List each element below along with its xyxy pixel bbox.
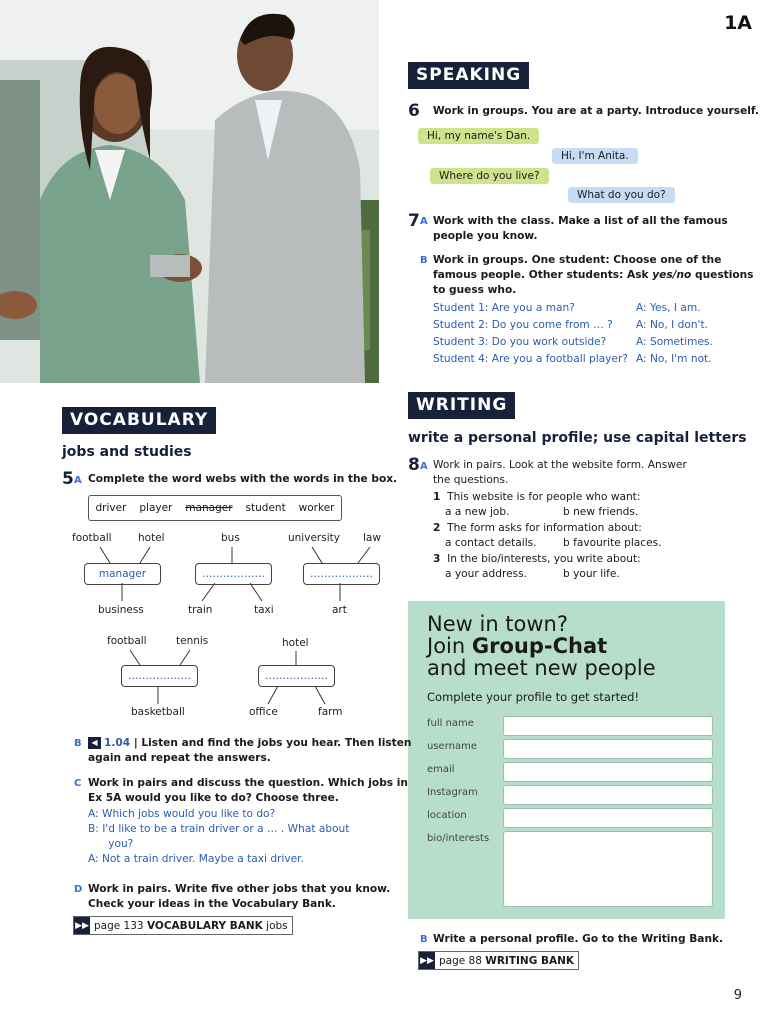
field-label: username: [427, 741, 477, 752]
dialogue-answer: A: No, I'm not.: [636, 353, 712, 365]
web-word: football: [72, 532, 112, 544]
web-word: basketball: [131, 706, 185, 718]
exercise-number-8: 8: [408, 455, 420, 475]
web-hub-blank[interactable]: ………………: [258, 665, 335, 687]
exercise-letter: A: [74, 475, 82, 486]
dialogue-question: Student 2: Do you come from … ?: [433, 319, 613, 331]
exercise-8a-instruction: Work in pairs. Look at the website form. Answer the questions.: [433, 459, 687, 486]
field-label: bio/interests: [427, 833, 490, 844]
exercise-5d-instruction: Work in pairs. Write five other jobs that you know. Check your ideas in the Vocabulary Bank.: [88, 883, 391, 910]
exercise-8b-instruction: Write a personal profile. Go to the Writing Bank.: [433, 933, 724, 945]
web-word: taxi: [254, 604, 274, 616]
speech-bubble: Where do you live?: [430, 168, 549, 184]
writing-bank-link[interactable]: ▶▶ page 88 WRITING BANK: [418, 951, 579, 970]
web-word: farm: [318, 706, 343, 718]
box-word: driver: [95, 502, 127, 514]
web-hub: manager: [84, 563, 161, 585]
web-word: hotel: [282, 637, 309, 649]
box-word: worker: [298, 502, 335, 514]
question-list: 1 This website is for people who want: a a new job. b new friends. 2 The form asks for information about: a contact details. b favourite places. 3 In the bio/interests, you write about: a your address. b your life.: [433, 491, 662, 580]
web-word: bus: [221, 532, 240, 544]
box-word: manager: [185, 502, 233, 514]
exercise-number-5: 5: [62, 469, 74, 489]
speaking-header: SPEAKING: [408, 62, 529, 89]
exercise-5a-instruction: Complete the word webs with the words in the box.: [88, 473, 398, 485]
dialogue-question: Student 3: Do you work outside?: [433, 336, 607, 348]
writing-subheading: write a personal profile; use capital letters: [408, 430, 747, 446]
exercise-7b-instruction: Work in groups. One student: Choose one of the famous people. Other students: Ask yes/no questions to guess who.: [433, 254, 754, 296]
speech-bubble: Hi, my name's Dan.: [418, 128, 539, 144]
field-label: full name: [427, 718, 474, 729]
example-dialogue: A: Which jobs would you like to do? B: I'd like to be a train driver or a … . What about you? A: Not a train driver. Maybe a taxi driver.: [88, 808, 350, 865]
box-word: student: [245, 502, 286, 514]
fast-forward-icon: ▶▶: [419, 952, 435, 969]
web-hub-blank[interactable]: ………………: [303, 563, 380, 585]
exercise-5b-instruction: ◀ 1.04 | Listen and find the jobs you hear. Then listen again and repeat the answers.: [88, 737, 412, 764]
page-number: 9: [733, 988, 742, 1003]
box-word: player: [139, 502, 173, 514]
exercise-6-instruction: Work in groups. You are at a party. Introduce yourself.: [433, 105, 759, 117]
exercise-letter: D: [74, 884, 83, 895]
exercise-letter: B: [420, 934, 428, 945]
web-word: hotel: [138, 532, 165, 544]
audio-track: 1.04: [104, 737, 131, 749]
speech-bubble: Hi, I'm Anita.: [552, 148, 638, 164]
dialogue-question: Student 1: Are you a man?: [433, 302, 575, 314]
vocabulary-bank-link[interactable]: ▶▶ page 133 VOCABULARY BANK jobs: [73, 916, 293, 935]
exercise-number-7: 7: [408, 211, 420, 231]
form-prompt: Complete your profile to get started!: [427, 690, 640, 704]
field-label: location: [427, 810, 467, 821]
web-word: train: [188, 604, 213, 616]
fast-forward-icon: ▶▶: [74, 917, 90, 934]
exercise-letter: B: [420, 255, 428, 266]
web-word: law: [363, 532, 381, 544]
dialogue-question: Student 4: Are you a football player?: [433, 353, 628, 365]
web-word: art: [332, 604, 347, 616]
unit-label: 1A: [724, 12, 752, 34]
field-label: Instagram: [427, 787, 478, 798]
exercise-7a-instruction: Work with the class. Make a list of all the famous people you know.: [433, 215, 728, 242]
form-headline: New in town? Join Group-Chat and meet new people: [427, 612, 656, 680]
web-hub-blank[interactable]: ………………: [195, 563, 272, 585]
vocabulary-subheading: jobs and studies: [62, 444, 192, 460]
exercise-number-6: 6: [408, 101, 420, 121]
speech-bubble: What do you do?: [568, 187, 675, 203]
web-word: office: [249, 706, 278, 718]
exercise-letter: C: [74, 778, 82, 789]
web-word: football: [107, 635, 147, 647]
dialogue-answer: A: No, I don't.: [636, 319, 708, 331]
field-label: email: [427, 764, 455, 775]
writing-header: WRITING: [408, 392, 515, 419]
dialogue-answer: A: Sometimes.: [636, 336, 713, 348]
exercise-5c-instruction: Work in pairs and discuss the question. Which jobs in Ex 5A would you like to do? Choose three.: [88, 777, 408, 804]
audio-icon[interactable]: ◀: [88, 737, 101, 749]
exercise-letter: A: [420, 216, 428, 227]
web-word: business: [98, 604, 144, 616]
exercise-letter: B: [74, 738, 82, 749]
web-word: tennis: [176, 635, 209, 647]
dialogue-answer: A: Yes, I am.: [636, 302, 701, 314]
web-word: university: [288, 532, 340, 544]
vocabulary-header: VOCABULARY: [62, 407, 216, 434]
exercise-letter: A: [420, 461, 428, 472]
web-hub-blank[interactable]: ………………: [121, 665, 198, 687]
